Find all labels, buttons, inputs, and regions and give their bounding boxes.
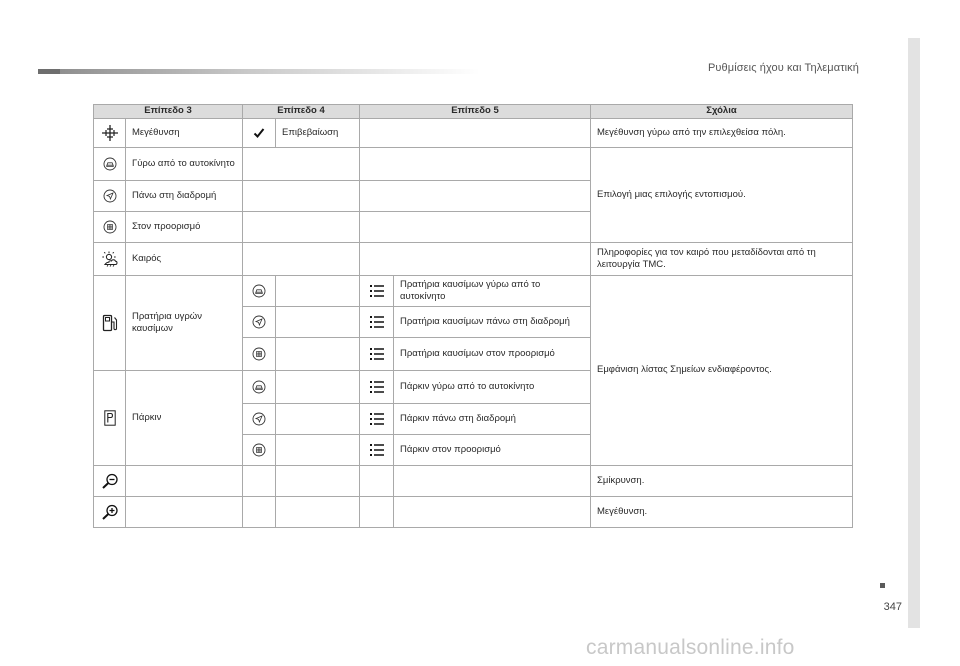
checkmark-icon [243,119,276,148]
zoom-out-icon [94,466,126,497]
table-cell [360,243,591,276]
column-header: Επίπεδο 5 [360,105,591,119]
table-cell [360,119,591,148]
table-cell [276,497,360,528]
page-marker [880,583,885,588]
table-cell [394,466,591,497]
table-cell [276,371,360,404]
around-car-icon [94,148,126,181]
table-cell [243,497,276,528]
weather-icon [94,243,126,276]
table-row [94,466,853,497]
table-cell: Επιλογή μιας επιλογής εντοπισμού. [591,148,853,243]
zoom-in-icon [94,497,126,528]
table-cell: Επιβεβαίωση [276,119,360,148]
destination-icon [94,212,126,243]
table-cell: Μεγέθυνση γύρω από την επιλεχθείσα πόλη. [591,119,853,148]
fuel-pump-icon [94,276,126,371]
table-cell [394,497,591,528]
table-cell: Πάρκιν στον προορισμό [394,435,591,466]
header-rule-dark [38,69,60,74]
table-cell [126,466,243,497]
zoom-cross-icon [94,119,126,148]
table-cell: Πρατήρια υγρών καυσίμων [126,276,243,371]
table-cell: Πληροφορίες για τον καιρό που μεταδίδονται από τη λειτουργία TMC. [591,243,853,276]
table-cell: Πάρκιν [126,371,243,466]
table-cell: Μεγέθυνση. [591,497,853,528]
table-cell: Πάρκιν πάνω στη διαδρομή [394,404,591,435]
around-car-icon [243,276,276,307]
table-row [94,497,853,528]
on-route-icon [243,307,276,338]
table-row [94,243,853,276]
table-cell [243,243,360,276]
table-cell [360,466,394,497]
parking-icon [94,371,126,466]
table-cell [360,497,394,528]
on-route-icon [243,404,276,435]
table-cell: Γύρω από το αυτοκίνητο [126,148,243,181]
list-icon [360,435,394,466]
column-header: Επίπεδο 3 [94,105,243,119]
table-cell [276,435,360,466]
list-icon [360,371,394,404]
table-cell: Πάνω στη διαδρομή [126,181,243,212]
settings-table [93,104,853,528]
table-cell [243,148,360,181]
destination-icon [243,338,276,371]
list-icon [360,276,394,307]
table-cell [360,148,591,181]
list-icon [360,307,394,338]
column-header: Σχόλια [591,105,853,119]
watermark: carmanualsonline.info [586,636,795,659]
table-cell: Πρατήρια καυσίμων στον προορισμό [394,338,591,371]
table-cell: Εμφάνιση λίστας Σημείων ενδιαφέροντος. [591,276,853,466]
table-cell: Πάρκιν γύρω από το αυτοκίνητο [394,371,591,404]
table-cell [243,212,360,243]
page-edge-strip [908,38,920,628]
table-row [94,276,853,307]
table-header-row [94,105,853,119]
table-cell [243,181,360,212]
table-cell: Στον προορισμό [126,212,243,243]
on-route-icon [94,181,126,212]
table-cell [360,181,591,212]
table-cell [276,466,360,497]
table-row [94,148,853,181]
header-rule-gradient [60,69,480,74]
destination-icon [243,435,276,466]
table-cell: Σμίκρυνση. [591,466,853,497]
table-cell [243,466,276,497]
table-cell [360,212,591,243]
table-cell: Πρατήρια καυσίμων πάνω στη διαδρομή [394,307,591,338]
table-cell [276,276,360,307]
list-icon [360,338,394,371]
table-cell [276,338,360,371]
table-cell [276,307,360,338]
table-cell: Πρατήρια καυσίμων γύρω από το αυτοκίνητο [394,276,591,307]
table-cell [276,404,360,435]
running-head: Ρυθμίσεις ήχου και Τηλεματική [708,62,859,74]
page-number: 347 [883,601,902,613]
table-cell: Μεγέθυνση [126,119,243,148]
column-header: Επίπεδο 4 [243,105,360,119]
table-cell [126,497,243,528]
table-cell: Καιρός [126,243,243,276]
list-icon [360,404,394,435]
around-car-icon [243,371,276,404]
table-row [94,119,853,148]
